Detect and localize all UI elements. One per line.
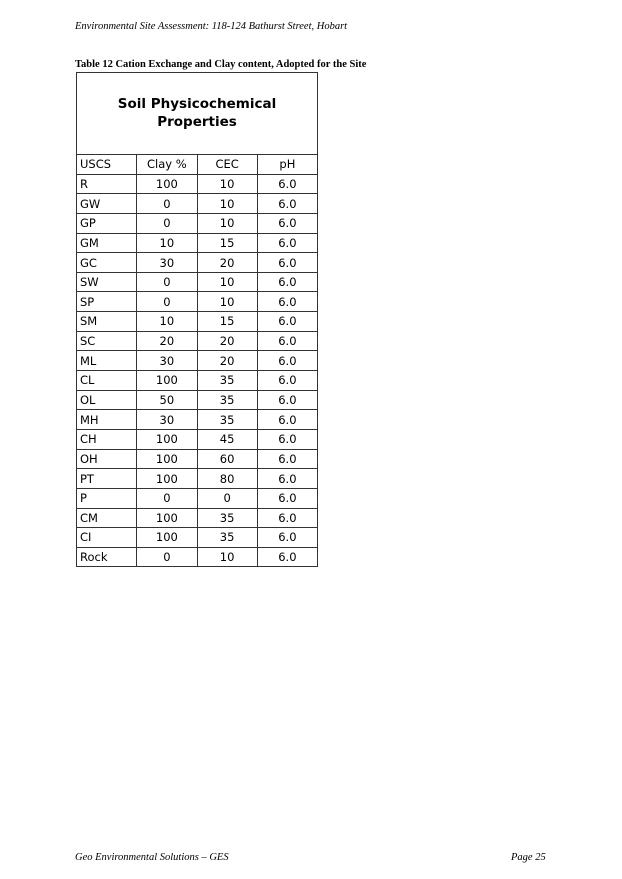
- ph-cell: 6.0: [257, 469, 317, 489]
- ph-cell: 6.0: [257, 312, 317, 332]
- column-header-uscs: USCS: [77, 155, 137, 175]
- clay-cell: 0: [137, 547, 197, 567]
- clay-cell: 0: [137, 272, 197, 292]
- clay-cell: 20: [137, 331, 197, 351]
- cec-cell: 35: [197, 410, 257, 430]
- uscs-cell: ML: [77, 351, 137, 371]
- cec-cell: 20: [197, 331, 257, 351]
- table-row: [77, 547, 318, 567]
- table-caption: Table 12 Cation Exchange and Clay content, Adopted for the Site: [75, 59, 367, 70]
- ph-cell: 6.0: [257, 410, 317, 430]
- uscs-cell: SW: [77, 272, 137, 292]
- cec-cell: 80: [197, 469, 257, 489]
- table-row: [77, 390, 318, 410]
- cec-cell: 20: [197, 253, 257, 273]
- table-row: [77, 351, 318, 371]
- table-row: [77, 174, 318, 194]
- clay-cell: 10: [137, 233, 197, 253]
- cec-cell: 10: [197, 174, 257, 194]
- clay-cell: 0: [137, 488, 197, 508]
- table-row: [77, 233, 318, 253]
- footer-company: Geo Environmental Solutions – GES: [75, 852, 229, 863]
- uscs-cell: Rock: [77, 547, 137, 567]
- ph-cell: 6.0: [257, 528, 317, 548]
- uscs-cell: R: [77, 174, 137, 194]
- uscs-cell: CL: [77, 371, 137, 391]
- uscs-cell: OH: [77, 449, 137, 469]
- ph-cell: 6.0: [257, 272, 317, 292]
- uscs-cell: GW: [77, 194, 137, 214]
- table-row: [77, 528, 318, 548]
- uscs-cell: OL: [77, 390, 137, 410]
- clay-cell: 100: [137, 449, 197, 469]
- clay-cell: 0: [137, 194, 197, 214]
- ph-cell: 6.0: [257, 213, 317, 233]
- table-row: [77, 488, 318, 508]
- column-header-cec: CEC: [197, 155, 257, 175]
- table-row: [77, 331, 318, 351]
- clay-cell: 100: [137, 508, 197, 528]
- uscs-cell: MH: [77, 410, 137, 430]
- clay-cell: 100: [137, 469, 197, 489]
- table-row: [77, 469, 318, 489]
- cec-cell: 10: [197, 194, 257, 214]
- soil-properties-table: [76, 72, 318, 567]
- uscs-cell: GM: [77, 233, 137, 253]
- ph-cell: 6.0: [257, 351, 317, 371]
- ph-cell: 6.0: [257, 174, 317, 194]
- uscs-cell: SC: [77, 331, 137, 351]
- cec-cell: 15: [197, 312, 257, 332]
- ph-cell: 6.0: [257, 547, 317, 567]
- cec-cell: 20: [197, 351, 257, 371]
- ph-cell: 6.0: [257, 233, 317, 253]
- ph-cell: 6.0: [257, 449, 317, 469]
- clay-cell: 0: [137, 213, 197, 233]
- uscs-cell: GP: [77, 213, 137, 233]
- cec-cell: 45: [197, 429, 257, 449]
- table-header-row: [77, 155, 318, 175]
- clay-cell: 30: [137, 351, 197, 371]
- clay-cell: 100: [137, 429, 197, 449]
- cec-cell: 10: [197, 272, 257, 292]
- uscs-cell: CH: [77, 429, 137, 449]
- uscs-cell: GC: [77, 253, 137, 273]
- uscs-cell: SP: [77, 292, 137, 312]
- table-body: [77, 174, 318, 567]
- clay-cell: 100: [137, 528, 197, 548]
- ph-cell: 6.0: [257, 508, 317, 528]
- table-row: [77, 410, 318, 430]
- cec-cell: 35: [197, 528, 257, 548]
- table-title: Soil Physicochemical Properties: [77, 73, 318, 155]
- clay-cell: 30: [137, 253, 197, 273]
- table-row: [77, 449, 318, 469]
- clay-cell: 100: [137, 174, 197, 194]
- cec-cell: 10: [197, 292, 257, 312]
- column-header-clay: Clay %: [137, 155, 197, 175]
- table-row: [77, 508, 318, 528]
- uscs-cell: PT: [77, 469, 137, 489]
- clay-cell: 0: [137, 292, 197, 312]
- cec-cell: 15: [197, 233, 257, 253]
- ph-cell: 6.0: [257, 371, 317, 391]
- uscs-cell: P: [77, 488, 137, 508]
- uscs-cell: SM: [77, 312, 137, 332]
- cec-cell: 35: [197, 508, 257, 528]
- column-header-ph: pH: [257, 155, 317, 175]
- ph-cell: 6.0: [257, 429, 317, 449]
- ph-cell: 6.0: [257, 194, 317, 214]
- ph-cell: 6.0: [257, 253, 317, 273]
- ph-cell: 6.0: [257, 331, 317, 351]
- footer-page-number: Page 25: [511, 852, 546, 863]
- cec-cell: 0: [197, 488, 257, 508]
- cec-cell: 10: [197, 213, 257, 233]
- uscs-cell: CI: [77, 528, 137, 548]
- cec-cell: 60: [197, 449, 257, 469]
- clay-cell: 50: [137, 390, 197, 410]
- table-row: [77, 194, 318, 214]
- clay-cell: 30: [137, 410, 197, 430]
- clay-cell: 100: [137, 371, 197, 391]
- table-row: [77, 292, 318, 312]
- page-header: Environmental Site Assessment: 118-124 Bathurst Street, Hobart: [75, 21, 348, 32]
- uscs-cell: CM: [77, 508, 137, 528]
- table-row: [77, 312, 318, 332]
- ph-cell: 6.0: [257, 390, 317, 410]
- cec-cell: 10: [197, 547, 257, 567]
- cec-cell: 35: [197, 390, 257, 410]
- table-row: [77, 213, 318, 233]
- table-row: [77, 429, 318, 449]
- table-row: [77, 371, 318, 391]
- ph-cell: 6.0: [257, 488, 317, 508]
- table-row: [77, 253, 318, 273]
- table-row: [77, 272, 318, 292]
- ph-cell: 6.0: [257, 292, 317, 312]
- clay-cell: 10: [137, 312, 197, 332]
- cec-cell: 35: [197, 371, 257, 391]
